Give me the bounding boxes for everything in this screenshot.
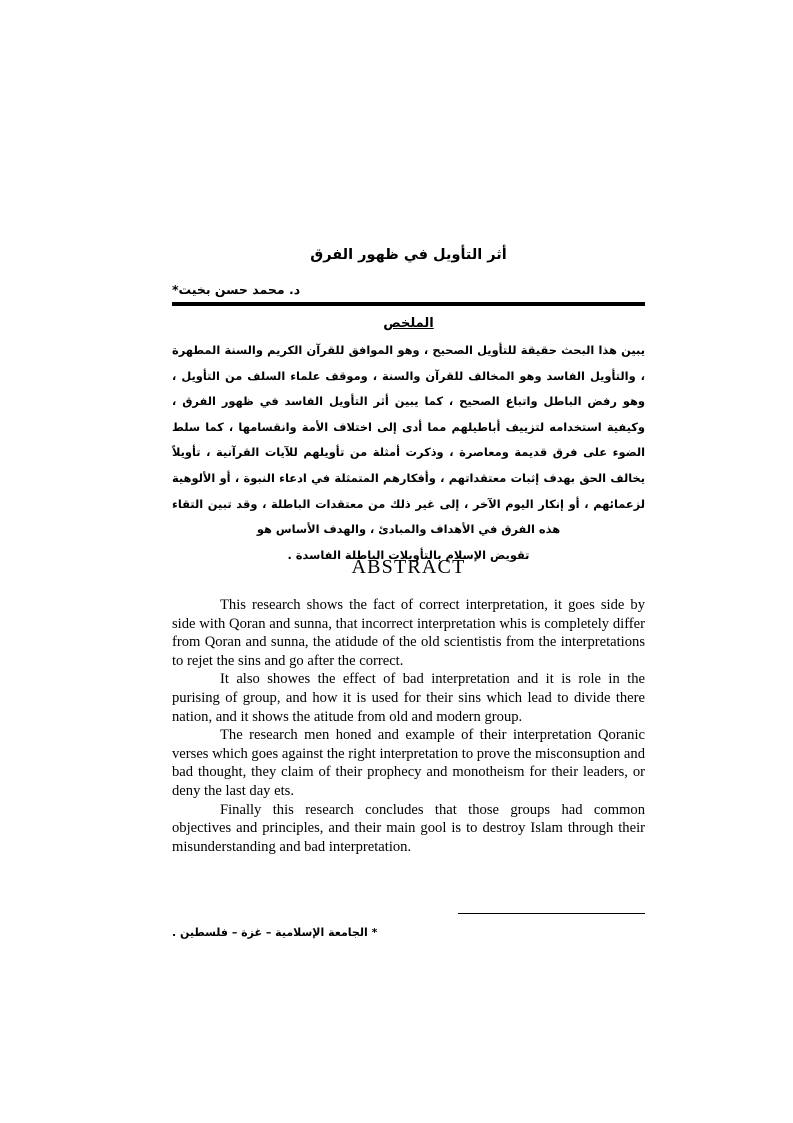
english-abstract-heading: ABSTRACT [351, 556, 466, 578]
arabic-abstract-heading: الملخص [383, 316, 434, 331]
english-abstract-paragraph-3: The research men honed and example of their interpretation Qoranic verses which goes against the right interpretation to prove the misconsuption and bad thought, they claim of their prophecy and monotheism for their leaders, or deny the last day ets. [172, 727, 645, 799]
english-abstract-body [172, 596, 645, 856]
arabic-paper-title: أثر التأويل في ظهور الفرق [310, 247, 507, 263]
arabic-abstract-body [172, 338, 645, 568]
footnote-divider-rule [458, 913, 645, 914]
arabic-abstract-paragraph-last: تقويض الإسلام بالتأويلات الباطلة الفاسدة . [287, 547, 530, 562]
arabic-author-name: د. محمد حسن بخيت* [172, 282, 301, 297]
header-divider-rule [172, 302, 645, 306]
footnote-marker: * [371, 926, 378, 939]
footnote [172, 926, 645, 939]
english-abstract-paragraph-4: Finally this research concludes that those groups had common objectives and principles, and their main gool is to destroy Islam through their misunderstanding and bad interpretation. [172, 801, 645, 855]
english-abstract-paragraph-2: It also showes the effect of bad interpretation and it is role in the purising of group, and how it is used for their sins which lead to divide there nation, and it shows the atitude from old and modern group. [172, 671, 645, 725]
footnote-affiliation-text: الجامعة الإسلامية – غزة – فلسطين . [172, 926, 368, 939]
arabic-abstract-paragraph: يبين هذا البحث حقيقة للتأويل الصحيح ، وهو الموافق للقرآن الكريم والسنة المطهرة ، والتأويل الفاسد وهو المخالف للقرآن والسنة ، وموقف علماء السلف من التأويل ، وهو رفض الباطل واتباع الصحيح ، كما يبين أثر التأويل الفاسد في ظهور الفرق ، وكيفية استخدامه لتزييف أباطيلهم مما أدى إلى اختلاف الأمة وانقسامها ، كما سلط الضوء على فرق قديمة ومعاصرة ، وذكرت أمثلة من تأويلهم للآيات القرآنية ، تأويلاً يخالف الحق بهدف إثبات معتقداتهم ، وأفكارهم المتمثلة في ادعاء النبوة ، أو الألوهية لزعمائهم ، أو إنكار اليوم الآخر ، إلى غير ذلك من معتقدات الباطلة ، وقد تبين التقاء هذه الفرق في الأهداف والمبادئ ، والهدف الأساس هو [172, 343, 645, 537]
english-abstract-paragraph-1: This research shows the fact of correct interpretation, it goes side by side with Qoran and sunna, that incorrect interpretation whis is completely differ from Qoran and sunna, the atidude of the old scientistis from the interpretations to rejet the sins and go after the correct. [172, 597, 645, 669]
